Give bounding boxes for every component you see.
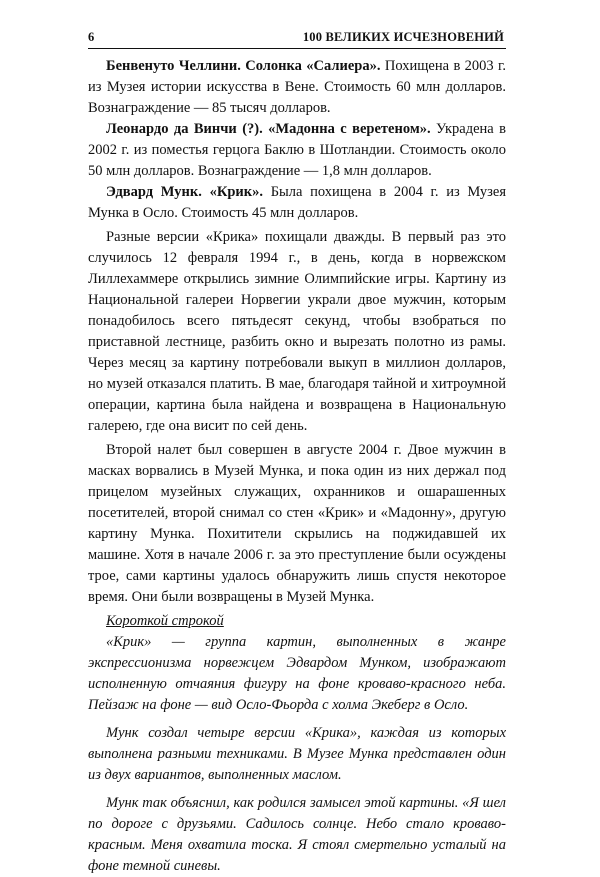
sidebar-item: «Крик» — группа картин, выполненных в жанре экспрессионизма норвежцем Эдвардом Мунком, изображают исполненную отчаяния фигуру на фоне кроваво-красного неба. Пейзаж на фоне — вид Осло-Фьорда с холма Экеберг в Осло. bbox=[88, 634, 506, 713]
running-header bbox=[88, 28, 506, 49]
entry-title: Бенвенуто Челлини. Солонка «Салиера». bbox=[106, 58, 381, 74]
entry-text: Похищена в 2003 г. из Музея истории искусства в Вене. Стоимость 60 млн долларов. Вознаграждение — 85 тысяч долларов. bbox=[88, 58, 506, 116]
entry-munch bbox=[88, 182, 506, 224]
entry-text: Украдена в 2002 г. из поместья герцога Баклю в Шотландии. Стоимость около 50 млн долларов. Вознаграждение — 1,8 млн долларов. bbox=[88, 121, 506, 179]
entry-title: Леонардо да Винчи (?). «Мадонна с веретеном». bbox=[106, 121, 431, 137]
entry-celini bbox=[88, 56, 506, 119]
entry-text: Была похищена в 2004 г. из Музея Мунка в Осло. Стоимость 45 млн долларов. bbox=[88, 184, 506, 221]
entry-leonardo bbox=[88, 119, 506, 182]
body-paragraph: Второй налет был совершен в августе 2004 г. Двое мужчин в масках ворвались в Музей Мунка, и пока один из них держал под прицелом музейных служащих, охранников и ошарашенных посетителей, второй снимал со стен «Крик» и «Мадонну», другую картину Мунка. Похитители скрылись на поджидавшей их машине. Хотя в начале 2006 г. за это преступление были осуждены трое, сами картины удалось обнаружить лишь спустя некоторое время. Они были возвращены в Музей Мунка. bbox=[88, 442, 506, 605]
body-paragraph: Разные версии «Крика» похищали дважды. В первый раз это случилось 12 февраля 1994 г., в день, когда в норвежском Лиллехаммере открылись зимние Олимпийские игры. Картину из Национальной галереи Норвегии украли двое мужчин, которым понадобилось всего пятьдесят секунд, чтобы взобраться по приставной лестнице, разбить окно и вырезать полотно из рамы. Через месяц за картину потребовали выкуп в миллион долларов, но музей отказался платить. В мае, благодаря тайной и хитроумной операции, картина была найдена и возвращена в Национальную галерею, где она висит по сей день. bbox=[88, 229, 506, 434]
sidebar-item: Мунк создал четыре версии «Крика», каждая из которых выполнена разными техниками. В Музее Мунка представлен один из двух вариантов, выполненных маслом. bbox=[88, 725, 506, 783]
sidebar-title: Короткой строкой bbox=[106, 613, 224, 629]
running-title: 100 ВЕЛИКИХ ИСЧЕЗНОВЕНИЙ bbox=[302, 30, 504, 44]
page-body bbox=[88, 56, 506, 877]
entry-title: Эдвард Мунк. «Крик». bbox=[106, 184, 263, 200]
page-number: 6 bbox=[88, 30, 95, 44]
sidebar-item: Мунк так объяснил, как родился замысел этой картины. «Я шел по дороге с друзьями. Садилось солнце. Небо стало кроваво-красным. Меня охватила тоска. Я стоял смертельно усталый на фоне темной синевы. bbox=[88, 795, 506, 874]
